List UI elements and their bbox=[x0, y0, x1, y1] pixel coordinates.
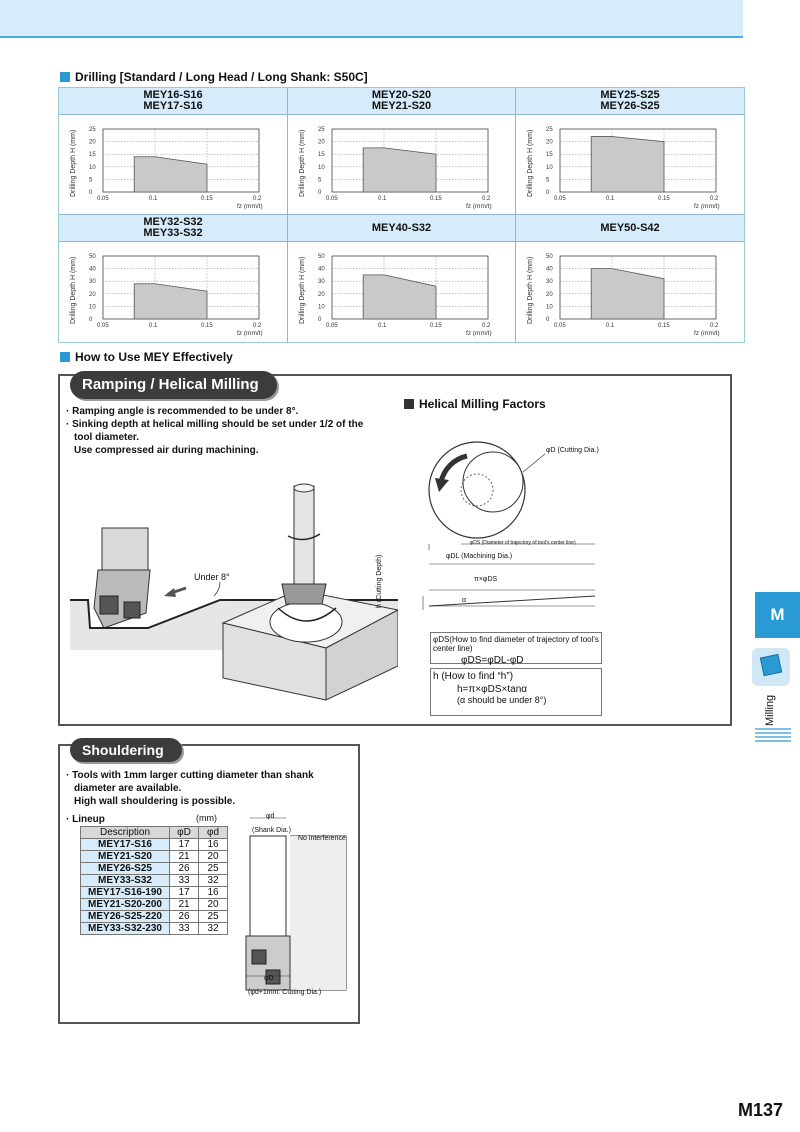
x-tick-label: 0.15 bbox=[430, 196, 442, 202]
chart-xlabel: fz (mm/t) bbox=[694, 203, 720, 210]
table-cell: MEY21-S20-200 bbox=[81, 899, 170, 911]
chart-4-title-line-1: MEY32-S32 bbox=[143, 216, 203, 228]
h-cutting-depth-label: h (Cutting Depth) bbox=[376, 554, 383, 608]
drilling-chart-3 bbox=[516, 115, 744, 214]
y-tick-label: 5 bbox=[89, 177, 93, 184]
ramping-note-1: · Ramping angle is recommended to be under 8°. bbox=[66, 406, 299, 417]
y-tick-label: 15 bbox=[318, 152, 325, 159]
table-row bbox=[81, 851, 228, 863]
shouldering-notes bbox=[66, 769, 346, 808]
ramping-title: Ramping / Helical Milling bbox=[70, 371, 277, 399]
y-tick-label: 50 bbox=[89, 254, 96, 260]
how-to-use-heading-text: How to Use MEY Effectively bbox=[75, 350, 233, 364]
y-tick-label: 20 bbox=[89, 139, 96, 146]
table-cell: 16 bbox=[199, 839, 228, 851]
x-tick-label: 0.1 bbox=[149, 196, 158, 202]
table-cell: 21 bbox=[170, 851, 199, 863]
chart-4-title-line-2: MEY33-S32 bbox=[143, 227, 203, 239]
ramping-note-2: · Sinking depth at helical milling should be set under 1/2 of the bbox=[66, 419, 364, 430]
helical-tool-head bbox=[282, 584, 326, 604]
page-number: M137 bbox=[738, 1100, 784, 1120]
x-tick-label: 0.05 bbox=[554, 196, 566, 202]
shouldering-note-2: diameter are available. bbox=[74, 783, 182, 794]
helical-factors-heading bbox=[404, 397, 546, 411]
x-tick-label: 0.2 bbox=[710, 323, 719, 329]
y-tick-label: 20 bbox=[89, 291, 96, 298]
drilling-chart-2 bbox=[288, 115, 515, 214]
no-interference-label: No interference bbox=[298, 835, 346, 842]
ramping-note-3: tool diameter. bbox=[74, 432, 140, 443]
y-tick-label: 20 bbox=[546, 139, 553, 146]
lineup-table bbox=[80, 826, 228, 935]
lineup-label: · Lineup bbox=[66, 814, 105, 825]
table-cell: 26 bbox=[170, 911, 199, 923]
chart-5-title-line-1: MEY40-S32 bbox=[371, 221, 432, 234]
y-tick-label: 5 bbox=[546, 177, 550, 184]
y-tick-label: 30 bbox=[546, 279, 553, 286]
wall-fill bbox=[290, 836, 346, 990]
table-cell: 32 bbox=[199, 875, 228, 887]
chart-3-title-line-2: MEY26-S25 bbox=[600, 100, 660, 112]
table-cell: MEY21-S20 bbox=[81, 851, 170, 863]
y-tick-label: 30 bbox=[89, 279, 96, 286]
section-tab-m[interactable]: M bbox=[755, 592, 800, 638]
y-tick-label: 10 bbox=[546, 164, 553, 171]
helical-factors-heading-text: Helical Milling Factors bbox=[419, 397, 546, 411]
ramping-note-4: Use compressed air during machining. bbox=[74, 445, 259, 456]
y-tick-label: 40 bbox=[89, 266, 96, 273]
x-tick-label: 0.2 bbox=[253, 323, 262, 329]
pi-ds-label: π×φDS bbox=[474, 576, 498, 583]
chart-ylabel: Drilling Depth H (mm) bbox=[299, 256, 306, 324]
table-cell: 17 bbox=[170, 839, 199, 851]
chart-ylabel: Drilling Depth H (mm) bbox=[527, 256, 534, 324]
y-tick-label: 10 bbox=[318, 164, 325, 171]
table-cell: 26 bbox=[170, 863, 199, 875]
ds-formula-box bbox=[430, 632, 602, 664]
x-tick-label: 0.05 bbox=[326, 323, 338, 329]
cutting-dia-label: φD (Cutting Dia.) bbox=[546, 447, 599, 454]
ramp-insert bbox=[100, 596, 118, 614]
ramp-insert bbox=[124, 602, 140, 618]
y-tick-label: 50 bbox=[546, 254, 553, 260]
table-cell: MEY26-S25 bbox=[81, 863, 170, 875]
table-row bbox=[81, 923, 228, 935]
chart-xlabel: fz (mm/t) bbox=[694, 330, 720, 337]
ds-formula: φDS=φDL-φD bbox=[461, 655, 524, 666]
y-tick-label: 0 bbox=[546, 190, 550, 196]
x-tick-label: 0.2 bbox=[253, 196, 262, 202]
y-tick-label: 0 bbox=[318, 190, 322, 196]
h-formula: h=π×φDS×tanα bbox=[457, 684, 528, 695]
y-tick-label: 30 bbox=[318, 279, 325, 286]
y-tick-label: 40 bbox=[318, 266, 325, 273]
table-cell: MEY17-S16-190 bbox=[81, 887, 170, 899]
drilling-heading-text: Drilling [Standard / Long Head / Long Shank: S50C] bbox=[75, 70, 368, 84]
dl-label: φDL (Machining Dia.) bbox=[446, 553, 513, 560]
x-tick-label: 0.1 bbox=[606, 323, 615, 329]
ramp-tool-shank bbox=[102, 528, 148, 570]
chart-ylabel: Drilling Depth H (mm) bbox=[70, 256, 77, 324]
y-tick-label: 10 bbox=[318, 304, 325, 311]
ramping-illustration bbox=[68, 478, 398, 703]
ds-label: φDS (Diameter of trajectory of tool's center line) bbox=[470, 540, 576, 546]
x-tick-label: 0.2 bbox=[482, 323, 491, 329]
shouldering-note-3: High wall shouldering is possible. bbox=[74, 796, 236, 807]
section-marker-icon bbox=[60, 72, 70, 82]
chart-2-title-line-1: MEY20-S20 bbox=[371, 89, 432, 101]
col-description: Description bbox=[81, 827, 170, 839]
table-row bbox=[81, 887, 228, 899]
ramping-notes bbox=[66, 405, 386, 457]
h-formula-title: h (How to find “h”) bbox=[433, 671, 514, 682]
chart-ylabel: Drilling Depth H (mm) bbox=[299, 129, 306, 197]
table-row bbox=[81, 863, 228, 875]
col-shank-dia: φd bbox=[199, 827, 228, 839]
chart-header-6 bbox=[516, 214, 744, 242]
table-cell: 32 bbox=[199, 923, 228, 935]
helical-hole bbox=[270, 602, 342, 642]
chart-2-title-line-2: MEY21-S20 bbox=[371, 100, 432, 112]
x-tick-label: 0.1 bbox=[149, 323, 158, 329]
drilling-section-heading bbox=[60, 70, 368, 84]
milling-insert-icon bbox=[760, 654, 781, 675]
shank bbox=[250, 836, 286, 936]
table-row bbox=[81, 875, 228, 887]
x-tick-label: 0.1 bbox=[378, 196, 387, 202]
y-tick-label: 0 bbox=[89, 317, 93, 323]
shouldering-note-1: · Tools with 1mm larger cutting diameter than shank bbox=[66, 770, 314, 781]
y-tick-label: 15 bbox=[546, 152, 553, 159]
section-marker-icon bbox=[60, 352, 70, 362]
table-row bbox=[81, 899, 228, 911]
table-cell: 20 bbox=[199, 851, 228, 863]
x-tick-label: 0.1 bbox=[606, 196, 615, 202]
table-cell: 17 bbox=[170, 887, 199, 899]
x-tick-label: 0.05 bbox=[554, 323, 566, 329]
chart-1-title-line-2: MEY17-S16 bbox=[143, 100, 203, 112]
drilling-chart-6 bbox=[516, 242, 744, 342]
insert bbox=[252, 950, 266, 964]
chart-header-3 bbox=[516, 88, 744, 115]
table-cell: 33 bbox=[170, 875, 199, 887]
x-tick-label: 0.15 bbox=[658, 196, 670, 202]
x-tick-label: 0.15 bbox=[201, 196, 213, 202]
y-tick-label: 50 bbox=[318, 254, 325, 260]
drilling-area bbox=[591, 137, 664, 192]
table-cell: MEY17-S16 bbox=[81, 839, 170, 851]
cutting-dia-note: (φd+1mm: Cutting Dia.) bbox=[248, 989, 322, 996]
drilling-chart-1 bbox=[59, 115, 287, 214]
y-tick-label: 0 bbox=[546, 317, 550, 323]
chart-1-title-line-1: MEY16-S16 bbox=[143, 89, 203, 101]
table-cell: 25 bbox=[199, 863, 228, 875]
y-tick-label: 20 bbox=[318, 291, 325, 298]
helical-tool-end bbox=[294, 484, 314, 492]
lineup-header-row bbox=[81, 827, 228, 839]
table-cell: MEY26-S25-220 bbox=[81, 911, 170, 923]
leader-line bbox=[523, 454, 545, 472]
table-row bbox=[81, 839, 228, 851]
table-cell: MEY33-S32-230 bbox=[81, 923, 170, 935]
x-tick-label: 0.05 bbox=[97, 196, 109, 202]
drilling-area bbox=[363, 148, 436, 192]
cutting-circle bbox=[463, 452, 523, 512]
table-cell: 16 bbox=[199, 887, 228, 899]
x-tick-label: 0.05 bbox=[97, 323, 109, 329]
y-tick-label: 25 bbox=[318, 127, 325, 133]
chart-6-title-line-1: MEY50-S42 bbox=[600, 221, 660, 234]
under-8-label: Under 8° bbox=[194, 572, 230, 582]
section-marker-icon bbox=[404, 399, 414, 409]
x-tick-label: 0.05 bbox=[326, 196, 338, 202]
h-formula-box bbox=[430, 668, 602, 716]
y-tick-label: 10 bbox=[89, 164, 96, 171]
shouldering-title: Shouldering bbox=[70, 738, 182, 762]
y-tick-label: 5 bbox=[318, 177, 322, 184]
chart-header-4 bbox=[59, 214, 287, 242]
chart-header-1 bbox=[59, 88, 287, 115]
drilling-area bbox=[591, 269, 664, 319]
y-tick-label: 10 bbox=[546, 304, 553, 311]
table-cell: 21 bbox=[170, 899, 199, 911]
shank-dia-label: (Shank Dia.) bbox=[252, 827, 291, 834]
slope-line bbox=[429, 596, 595, 606]
table-cell: 33 bbox=[170, 923, 199, 935]
angle-arc bbox=[214, 582, 220, 596]
table-cell: 25 bbox=[199, 911, 228, 923]
drilling-chart-grid bbox=[58, 87, 745, 343]
side-stripes bbox=[755, 728, 791, 742]
big-d-label: φD bbox=[264, 975, 274, 982]
chart-xlabel: fz (mm/t) bbox=[466, 203, 492, 210]
y-tick-label: 0 bbox=[89, 190, 93, 196]
chart-xlabel: fz (mm/t) bbox=[466, 330, 492, 337]
chart-ylabel: Drilling Depth H (mm) bbox=[527, 129, 534, 197]
chart-header-2 bbox=[288, 88, 515, 115]
h-formula-note: (α should be under 8°) bbox=[457, 695, 547, 705]
table-row bbox=[81, 911, 228, 923]
col-cutting-dia: φD bbox=[170, 827, 199, 839]
lineup-unit: (mm) bbox=[196, 813, 217, 823]
chart-header-5 bbox=[288, 214, 515, 242]
feed-arrow-icon bbox=[164, 588, 176, 597]
alpha-label: α bbox=[462, 597, 467, 604]
x-tick-label: 0.15 bbox=[201, 323, 213, 329]
helical-tool-shank bbox=[294, 486, 314, 586]
y-tick-label: 20 bbox=[546, 291, 553, 298]
y-tick-label: 25 bbox=[89, 127, 96, 133]
chart-xlabel: fz (mm/t) bbox=[237, 330, 263, 337]
chart-ylabel: Drilling Depth H (mm) bbox=[70, 129, 77, 197]
y-tick-label: 15 bbox=[89, 152, 96, 159]
y-tick-label: 10 bbox=[89, 304, 96, 311]
y-tick-label: 20 bbox=[318, 139, 325, 146]
how-to-use-heading bbox=[60, 350, 233, 364]
y-tick-label: 40 bbox=[546, 266, 553, 273]
chart-xlabel: fz (mm/t) bbox=[237, 203, 263, 210]
milling-side-label: Milling bbox=[764, 694, 776, 726]
drilling-chart-4 bbox=[59, 242, 287, 342]
ds-formula-title: φDS(How to find diameter of trajectory of tool's center line) bbox=[433, 635, 599, 653]
table-cell: MEY33-S32 bbox=[81, 875, 170, 887]
y-tick-label: 25 bbox=[546, 127, 553, 133]
top-banner bbox=[0, 0, 743, 38]
milling-icon bbox=[752, 648, 790, 686]
x-tick-label: 0.15 bbox=[430, 323, 442, 329]
x-tick-label: 0.2 bbox=[482, 196, 491, 202]
table-cell: 20 bbox=[199, 899, 228, 911]
x-tick-label: 0.2 bbox=[710, 196, 719, 202]
chart-3-title-line-1: MEY25-S25 bbox=[600, 89, 660, 101]
small-d-label: φd bbox=[266, 813, 275, 820]
x-tick-label: 0.15 bbox=[658, 323, 670, 329]
y-tick-label: 0 bbox=[318, 317, 322, 323]
drilling-chart-5 bbox=[288, 242, 515, 342]
x-tick-label: 0.1 bbox=[378, 323, 387, 329]
